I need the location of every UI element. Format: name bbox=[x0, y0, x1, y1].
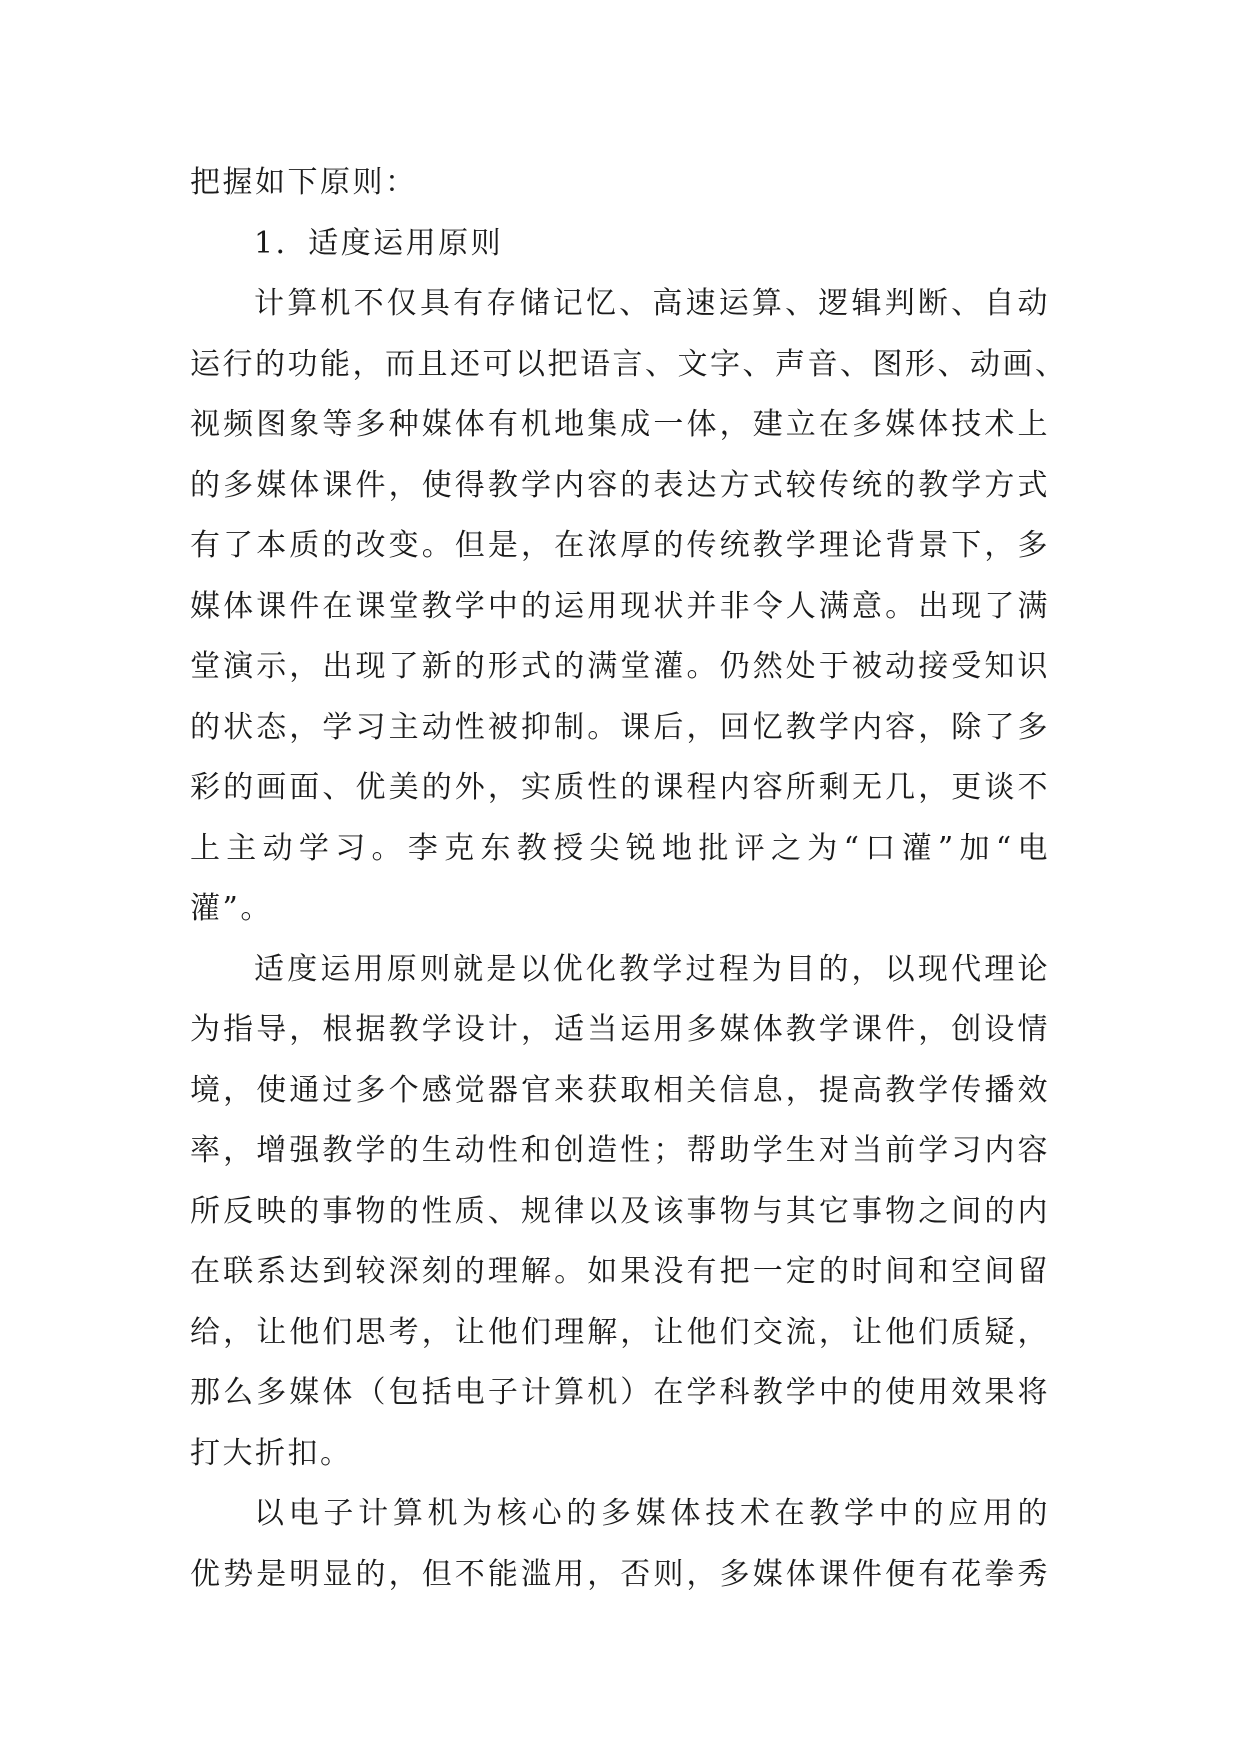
text-line: 那么多媒体（包括电子计算机）在学科教学中的使用效果将 bbox=[190, 1375, 1050, 1410]
text-line: 彩的画面、优美的外，实质性的课程内容所剩无几，更谈不 bbox=[190, 770, 1050, 805]
text-line: 率，增强教学的生动性和创造性；帮助学生对当前学习内容 bbox=[190, 1133, 1050, 1168]
text-line: 打大折扣。 bbox=[190, 1435, 353, 1471]
text-line: 运行的功能，而且还可以把语言、文字、声音、图形、动画、 bbox=[190, 346, 1068, 382]
text-line: 在联系达到较深刻的理解。如果没有把一定的时间和空间留 bbox=[190, 1254, 1050, 1289]
text-line: 所反映的事物的性质、规律以及该事物与其它事物之间的内 bbox=[190, 1193, 1050, 1229]
text-line: 的多媒体课件，使得教学内容的表达方式较传统的教学方式 bbox=[190, 467, 1050, 503]
text-line: 灌”。 bbox=[190, 891, 273, 926]
section-heading: 1．适度运用原则 bbox=[254, 225, 504, 261]
text-line: 上主动学习。李克东教授尖锐地批评之为“口灌”加“电 bbox=[190, 830, 1050, 866]
text-line: 的状态，学习主动性被抑制。课后，回忆教学内容，除了多 bbox=[190, 709, 1050, 745]
text-line: 计算机不仅具有存储记忆、高速运算、逻辑判断、自动 bbox=[254, 286, 1050, 321]
text-line: 视频图象等多种媒体有机地集成一体，建立在多媒体技术上 bbox=[190, 407, 1050, 442]
text-line: 媒体课件在课堂教学中的运用现状并非令人满意。出现了满 bbox=[190, 588, 1050, 624]
text-line: 为指导，根据教学设计，适当运用多媒体教学课件，创设情 bbox=[190, 1012, 1050, 1047]
text-line: 境，使通过多个感觉器官来获取相关信息，提高教学传播效 bbox=[190, 1072, 1050, 1108]
text-line: 把握如下原则： bbox=[190, 165, 418, 200]
text-line: 有了本质的改变。但是，在浓厚的传统教学理论背景下，多 bbox=[190, 528, 1050, 563]
text-line: 以电子计算机为核心的多媒体技术在教学中的应用的 bbox=[254, 1496, 1050, 1531]
text-line: 优势是明显的，但不能滥用，否则，多媒体课件便有花拳秀 bbox=[190, 1556, 1050, 1592]
text-line: 堂演示，出现了新的形式的满堂灌。仍然处于被动接受知识 bbox=[190, 649, 1050, 684]
text-line: 给，让他们思考，让他们理解，让他们交流，让他们质疑， bbox=[190, 1314, 1050, 1350]
text-line: 适度运用原则就是以优化教学过程为目的，以现代理论 bbox=[254, 951, 1050, 987]
body-text bbox=[190, 153, 1068, 1605]
